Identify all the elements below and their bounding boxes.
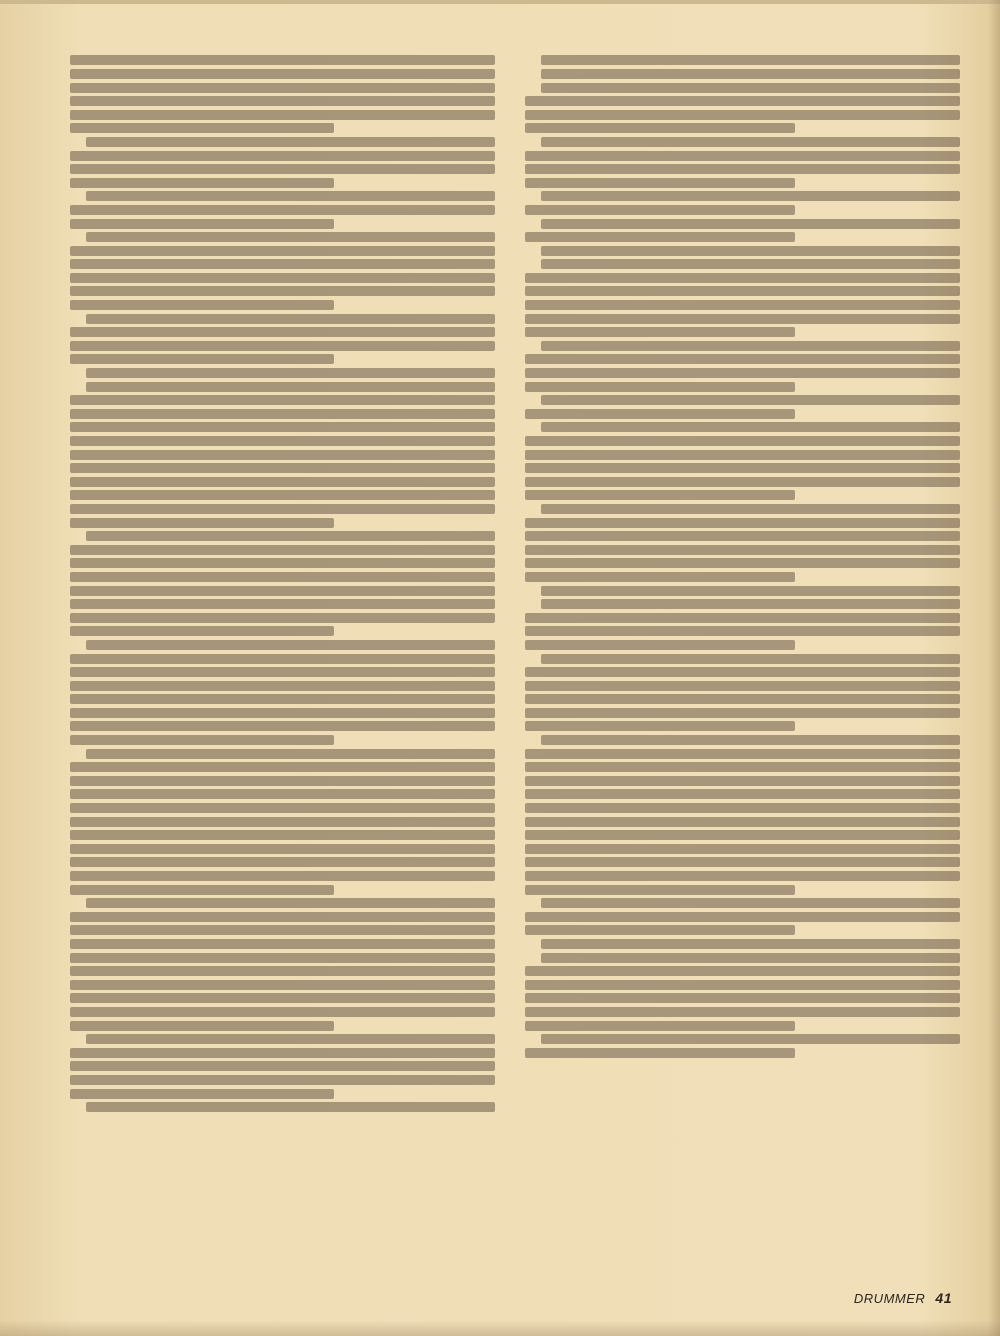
text-line-redacted xyxy=(525,912,960,922)
text-line-redacted xyxy=(525,545,960,555)
paragraph-redacted xyxy=(70,898,495,1030)
text-line-redacted xyxy=(86,382,495,392)
text-line-redacted xyxy=(541,735,960,745)
text-line-redacted xyxy=(70,681,495,691)
paragraph-redacted xyxy=(525,83,960,134)
text-line-redacted xyxy=(70,667,495,677)
text-line-redacted xyxy=(70,939,495,949)
text-line-redacted xyxy=(70,803,495,813)
text-line-redacted xyxy=(525,151,960,161)
paragraph-redacted xyxy=(70,314,495,365)
text-line-redacted xyxy=(525,857,960,867)
text-line-redacted xyxy=(70,422,495,432)
text-line-redacted xyxy=(525,749,960,759)
text-line-redacted xyxy=(525,477,960,487)
page-footer xyxy=(854,1290,952,1306)
text-line-redacted xyxy=(70,626,334,636)
text-line-redacted xyxy=(541,341,960,351)
paragraph-redacted xyxy=(525,599,960,650)
text-line-redacted xyxy=(525,681,960,691)
text-line-redacted xyxy=(70,953,495,963)
text-line-redacted xyxy=(70,613,495,623)
text-line-redacted xyxy=(70,164,495,174)
text-line-redacted xyxy=(70,912,495,922)
text-line-redacted xyxy=(525,708,960,718)
paragraph-redacted xyxy=(525,654,960,732)
paragraph-redacted xyxy=(525,137,960,188)
text-line-redacted xyxy=(70,871,495,881)
text-line-redacted xyxy=(70,830,495,840)
text-line-redacted xyxy=(541,1034,960,1044)
text-line-redacted xyxy=(525,830,960,840)
paragraph-redacted xyxy=(70,368,495,378)
text-line-redacted xyxy=(86,749,495,759)
text-line-redacted xyxy=(70,354,334,364)
paragraph-redacted xyxy=(70,531,495,636)
text-column-right xyxy=(525,52,960,1061)
paragraph-redacted xyxy=(70,382,495,528)
text-line-redacted xyxy=(525,613,960,623)
text-line-redacted xyxy=(70,857,495,867)
text-line-redacted xyxy=(70,123,334,133)
text-line-redacted xyxy=(525,667,960,677)
text-line-redacted xyxy=(525,327,795,337)
text-line-redacted xyxy=(86,531,495,541)
text-line-redacted xyxy=(86,1102,495,1112)
paragraph-redacted xyxy=(525,422,960,500)
text-line-redacted xyxy=(70,205,495,215)
text-line-redacted xyxy=(86,232,495,242)
text-line-redacted xyxy=(70,762,495,772)
text-line-redacted xyxy=(70,966,495,976)
text-line-redacted xyxy=(70,817,495,827)
text-line-redacted xyxy=(70,721,495,731)
text-line-redacted xyxy=(70,586,495,596)
paragraph-redacted xyxy=(70,232,495,310)
text-line-redacted xyxy=(70,1075,495,1085)
text-line-redacted xyxy=(70,885,334,895)
text-line-redacted xyxy=(525,762,960,772)
text-line-redacted xyxy=(70,1007,495,1017)
text-line-redacted xyxy=(541,69,960,79)
text-line-redacted xyxy=(70,708,495,718)
text-line-redacted xyxy=(525,885,795,895)
text-line-redacted xyxy=(525,980,960,990)
paragraph-redacted xyxy=(525,1034,960,1058)
text-line-redacted xyxy=(70,300,334,310)
text-line-redacted xyxy=(525,518,960,528)
text-line-redacted xyxy=(525,993,960,1003)
text-line-redacted xyxy=(525,844,960,854)
paragraph-redacted xyxy=(525,55,960,65)
paragraph-redacted xyxy=(525,219,960,243)
text-line-redacted xyxy=(541,55,960,65)
text-line-redacted xyxy=(541,422,960,432)
text-line-redacted xyxy=(70,273,495,283)
text-line-redacted xyxy=(525,803,960,813)
text-line-redacted xyxy=(70,504,495,514)
text-line-redacted xyxy=(525,286,960,296)
text-line-redacted xyxy=(70,844,495,854)
text-line-redacted xyxy=(525,626,960,636)
text-line-redacted xyxy=(525,382,795,392)
text-line-redacted xyxy=(525,178,795,188)
text-line-redacted xyxy=(525,436,960,446)
text-line-redacted xyxy=(541,395,960,405)
paragraph-redacted xyxy=(70,640,495,745)
text-line-redacted xyxy=(541,953,960,963)
paragraph-redacted xyxy=(525,259,960,337)
text-line-redacted xyxy=(525,1007,960,1017)
text-line-redacted xyxy=(541,599,960,609)
text-line-redacted xyxy=(525,232,795,242)
text-line-redacted xyxy=(70,789,495,799)
text-line-redacted xyxy=(525,531,960,541)
text-line-redacted xyxy=(70,259,495,269)
text-line-redacted xyxy=(86,314,495,324)
text-line-redacted xyxy=(70,558,495,568)
text-line-redacted xyxy=(86,368,495,378)
paragraph-redacted xyxy=(525,586,960,596)
text-line-redacted xyxy=(70,341,495,351)
text-line-redacted xyxy=(525,164,960,174)
text-line-redacted xyxy=(525,205,795,215)
text-line-redacted xyxy=(70,219,334,229)
text-line-redacted xyxy=(541,939,960,949)
paragraph-redacted xyxy=(525,953,960,1031)
text-line-redacted xyxy=(525,1048,795,1058)
text-line-redacted xyxy=(541,654,960,664)
text-line-redacted xyxy=(70,545,495,555)
text-line-redacted xyxy=(70,450,495,460)
text-line-redacted xyxy=(86,1034,495,1044)
paragraph-redacted xyxy=(525,735,960,895)
text-line-redacted xyxy=(70,436,495,446)
text-line-redacted xyxy=(525,558,960,568)
paragraph-redacted xyxy=(525,191,960,215)
text-line-redacted xyxy=(70,1061,495,1071)
text-line-redacted xyxy=(541,504,960,514)
page-top-edge xyxy=(0,0,1000,4)
text-line-redacted xyxy=(70,463,495,473)
text-line-redacted xyxy=(70,395,495,405)
text-line-redacted xyxy=(541,246,960,256)
paragraph-redacted xyxy=(525,69,960,79)
text-line-redacted xyxy=(525,1021,795,1031)
paragraph-redacted xyxy=(525,504,960,582)
text-column-left xyxy=(70,52,495,1116)
text-line-redacted xyxy=(70,151,495,161)
publication-name: DRUMMER xyxy=(853,1291,926,1306)
paragraph-redacted xyxy=(525,246,960,256)
paragraph-redacted xyxy=(525,395,960,419)
text-line-redacted xyxy=(70,1048,495,1058)
text-line-redacted xyxy=(70,490,495,500)
text-line-redacted xyxy=(70,599,495,609)
text-line-redacted xyxy=(70,110,495,120)
text-line-redacted xyxy=(70,286,495,296)
text-line-redacted xyxy=(70,572,495,582)
text-line-redacted xyxy=(70,980,495,990)
text-line-redacted xyxy=(541,259,960,269)
text-line-redacted xyxy=(525,463,960,473)
text-line-redacted xyxy=(70,654,495,664)
text-line-redacted xyxy=(525,721,795,731)
text-line-redacted xyxy=(70,96,495,106)
paragraph-redacted xyxy=(525,341,960,392)
text-line-redacted xyxy=(70,327,495,337)
text-line-redacted xyxy=(86,191,495,201)
text-line-redacted xyxy=(525,368,960,378)
text-line-redacted xyxy=(70,69,495,79)
text-line-redacted xyxy=(525,572,795,582)
text-line-redacted xyxy=(525,409,795,419)
text-line-redacted xyxy=(70,477,495,487)
text-line-redacted xyxy=(525,96,960,106)
text-line-redacted xyxy=(541,137,960,147)
text-line-redacted xyxy=(525,300,960,310)
text-line-redacted xyxy=(70,776,495,786)
text-line-redacted xyxy=(70,993,495,1003)
paragraph-redacted xyxy=(70,191,495,228)
paragraph-redacted xyxy=(525,898,960,935)
text-line-redacted xyxy=(70,694,495,704)
text-line-redacted xyxy=(525,314,960,324)
text-line-redacted xyxy=(70,518,334,528)
text-line-redacted xyxy=(86,640,495,650)
text-line-redacted xyxy=(70,55,495,65)
text-line-redacted xyxy=(525,123,795,133)
page-right-edge xyxy=(988,0,1000,1336)
page-number: 41 xyxy=(935,1290,952,1306)
text-line-redacted xyxy=(70,83,495,93)
text-line-redacted xyxy=(70,1089,334,1099)
paragraph-redacted xyxy=(70,137,495,188)
paragraph-redacted xyxy=(70,55,495,133)
text-line-redacted xyxy=(525,925,795,935)
text-line-redacted xyxy=(525,273,960,283)
text-line-redacted xyxy=(525,871,960,881)
paragraph-redacted xyxy=(525,939,960,949)
text-line-redacted xyxy=(525,966,960,976)
text-line-redacted xyxy=(541,586,960,596)
paragraph-redacted xyxy=(70,749,495,895)
paragraph-redacted xyxy=(70,1102,495,1112)
text-line-redacted xyxy=(525,640,795,650)
page-bottom-edge xyxy=(0,1320,1000,1336)
text-line-redacted xyxy=(86,898,495,908)
text-line-redacted xyxy=(541,219,960,229)
text-line-redacted xyxy=(525,776,960,786)
text-line-redacted xyxy=(525,110,960,120)
text-line-redacted xyxy=(525,450,960,460)
paragraph-redacted xyxy=(70,1034,495,1098)
text-line-redacted xyxy=(541,83,960,93)
text-line-redacted xyxy=(70,925,495,935)
text-line-redacted xyxy=(70,1021,334,1031)
text-line-redacted xyxy=(525,789,960,799)
text-line-redacted xyxy=(70,178,334,188)
text-line-redacted xyxy=(541,898,960,908)
text-line-redacted xyxy=(70,735,334,745)
text-line-redacted xyxy=(70,246,495,256)
text-line-redacted xyxy=(525,817,960,827)
text-line-redacted xyxy=(86,137,495,147)
text-line-redacted xyxy=(525,694,960,704)
text-line-redacted xyxy=(541,191,960,201)
text-line-redacted xyxy=(525,490,795,500)
text-line-redacted xyxy=(70,409,495,419)
text-line-redacted xyxy=(525,354,960,364)
